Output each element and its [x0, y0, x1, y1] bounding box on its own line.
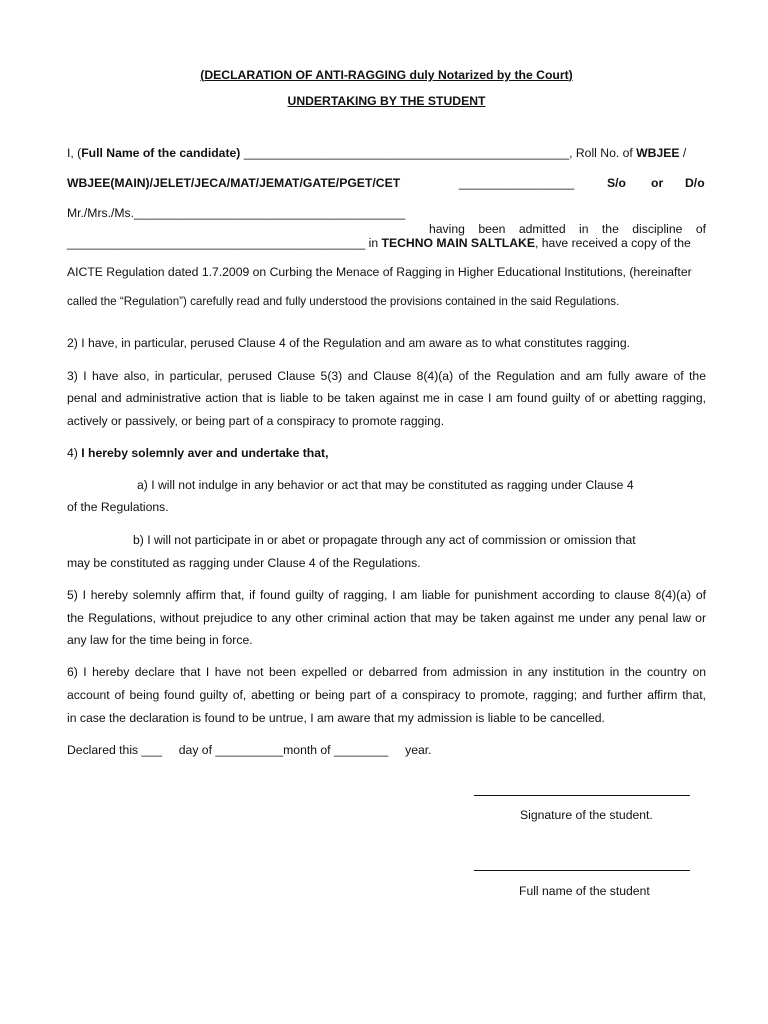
para1-line5: AICTE Regulation dated 1.7.2009 on Curbing the Menace of Ragging in Higher Educational Institutions, (hereinafter [67, 265, 692, 279]
wbjee-label: WBJEE [636, 146, 680, 160]
roll-no-blank: _________________ [459, 176, 575, 190]
para1-line2 [67, 175, 706, 191]
para4-number: 4) [67, 446, 82, 460]
parent-name-blank: Mr./Mrs./Ms.________________________________________ [67, 206, 406, 220]
son-of-label: S/o [607, 176, 626, 190]
word-admitted: admitted [518, 222, 566, 236]
word-having: having [429, 222, 465, 236]
para5-line1: 5) I hereby solemnly affirm that, if found guilty of ragging, I am liable for punishment according to clause 8(4)(a) of [67, 588, 706, 602]
para4-heading [67, 445, 706, 461]
declared-date-line: Declared this ___ day of __________month of ________ year. [67, 743, 432, 757]
para1-line1 [67, 145, 706, 161]
para4-bold-text: I hereby solemnly aver and undertake that, [81, 446, 329, 460]
para2-line1: 2) I have, in particular, perused Clause 4 of the Regulation and am aware as to what constitutes ragging. [67, 336, 630, 350]
para6-line2: account of being found guilty of, abetting or being part of a conspiracy to promote, ragging; and further affirm that, [67, 688, 706, 702]
title-part2: duly Notarized by the Court [406, 68, 569, 82]
para6-line1: 6) I hereby declare that I have not been expelled or debarred from admission in any institution in the country on [67, 665, 706, 679]
para1-line4 [67, 235, 706, 251]
or-label: or [651, 176, 664, 190]
word-been: been [478, 222, 506, 236]
full-name-label-bottom: Full name of the student [519, 884, 650, 898]
title-open-paren: ( [200, 68, 205, 82]
word-of: of [695, 222, 706, 236]
para3-line3: actively or passively, or being part of a conspiracy to promote ragging. [67, 414, 445, 428]
para4a-line1: a) I will not indulge in any behavior or act that may be constituted as ragging under Clause 4 [137, 478, 634, 492]
daughter-of-label: D/o [685, 176, 705, 190]
subtitle-text: UNDERTAKING BY THE STUDENT [287, 94, 486, 108]
signature-label: Signature of the student. [520, 808, 653, 822]
institution-name: TECHNO MAIN SALTLAKE [381, 236, 535, 250]
word-the: the [601, 222, 619, 236]
para4b-line1: b) I will not participate in or abet or propagate through any act of commission or omission that [133, 533, 636, 547]
para4a-line2: of the Regulations. [67, 500, 169, 514]
roll-no-label: , Roll No. of [569, 146, 637, 160]
para3-line2: penal and administrative action that is liable to be taken against me in case I am found guilty of or abetting ragging, [67, 391, 706, 405]
exam-list: WBJEE(MAIN)/JELET/JECA/MAT/JEMAT/GATE/PGET/CET [67, 176, 401, 190]
document-title [67, 67, 706, 83]
para5-line3: any law for the time being in force. [67, 633, 253, 647]
title-part1: DECLARATION OF ANTI-RAGGING [204, 68, 407, 82]
full-name-label: Full Name of the candidate) [81, 146, 241, 160]
discipline-blank: ____________________________________________ [67, 236, 366, 250]
title-close-paren: ) [568, 68, 573, 82]
para1-line3 [67, 205, 706, 236]
word-in-2: in [365, 236, 382, 250]
slash: / [679, 146, 687, 160]
full-name-blank: ________________________________________________ [240, 146, 570, 160]
para3-line1: 3) I have also, in particular, perused Clause 5(3) and Clause 8(4)(a) of the Regulation and am fully aware of the [67, 369, 706, 383]
signature-line [474, 795, 690, 796]
document-subtitle [67, 93, 706, 109]
full-name-line [474, 870, 690, 871]
para1-line6: called the “Regulation”) carefully read and fully understood the provisions contained in the said Regulations. [67, 295, 620, 308]
word-discipline: discipline [632, 222, 683, 236]
para5-line2: the Regulations, without prejudice to any other criminal action that may be taken against me under any penal law or [67, 611, 706, 625]
para1-prefix: I, ( [67, 146, 82, 160]
para4b-line2: may be constituted as ragging under Clause 4 of the Regulations. [67, 556, 421, 570]
para6-line3: in case the declaration is found to be untrue, I am aware that my admission is liable to be cancelled. [67, 711, 605, 725]
received-copy-text: , have received a copy of the [534, 236, 691, 250]
word-in: in [579, 222, 589, 236]
